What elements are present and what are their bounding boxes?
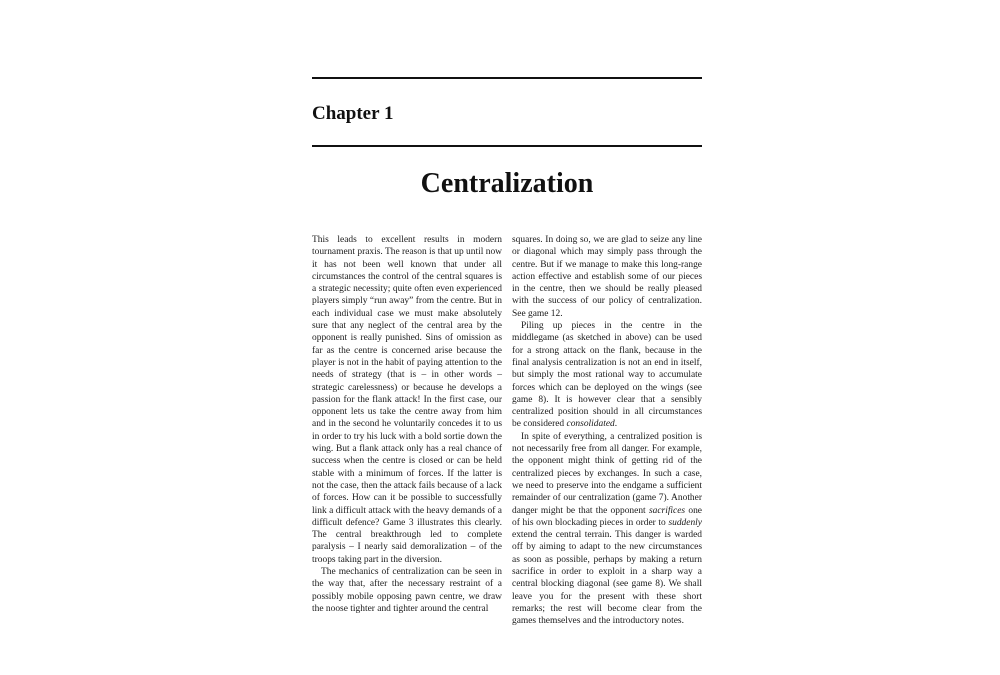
paragraph: The mechanics of centralization can be seen in the way that, after the necessary restraint of a possibly mobile opposing pawn centre, we draw the noose tighter and tighter around the central: [312, 567, 502, 614]
paragraph-text: Piling up pieces in the centre in the middlegame (as sketched in above) can be used for a strong attack on the flank, because in the final analysis centralization is not an end in itself, but simply the most rational way to accumulate forces which can be deployed on the wings (see game 8). It is however clear that a sensibly centralized position should in all circumstances be considered: [512, 321, 702, 430]
emphasis-text: suddenly: [668, 517, 702, 528]
emphasis-text: consolidated: [566, 419, 615, 430]
paragraph: [512, 320, 702, 431]
bottom-rule: [312, 145, 702, 147]
paragraph-text: extend the central terrain. This danger is warded off by aiming to adapt to the new circumstances as soon as possible, perhaps by making a return sacrifice in order to exploit in a sharp way a central blocking diagonal (see game 8). We shall leave you for the present with these short remarks; the rest will become clear from the games themselves and the introductory notes.: [512, 530, 702, 627]
emphasis-text: sacrifices: [648, 505, 686, 516]
paragraph: This leads to excellent results in modern tournament praxis. The reason is that up until now it has not been well known that under all circumstances the control of the central squares is a strategic necessity; quite often even experienced players simply “run away” from the centre. But in each individual case we must make absolutely sure that any neglect of the central area by the opponent is really punished. Sins of omission as far as the centre is concerned arise because the player is not in the habit of paying attention to the needs of strategy (that is – in other words – strategic carelessness) or because he develops a passion for the flank attack! In the first case, our opponent lets us take the centre away from him and in the second he voluntarily concedes it to us in order to try his luck with a bold sortie down the wing. But a flank attack only has a real chance of success when the centre is closed or can be held stable with a minimum of forces. If the latter is not the case, then the attack fails because of a lack of forces. How can it be possible to successfully link a difficult attack with the heavy demands of a difficult defence? Game 3 illustrates this clearly. The central breakthrough led to complete paralysis – I nearly said demoralization – of the troops taking part in the diversion.: [312, 235, 502, 565]
paragraph-text: In spite of everything, a centralized position is not necessarily free from all danger. For example, the opponent might think of getting rid of the centralized pieces by exchanges. In such a case, we need to preserve into the endgame a sufficient remainder of our centralization (game 7). Another danger might be that the opponent: [512, 431, 702, 516]
paragraph-text: .: [614, 419, 618, 430]
left-column: [312, 234, 502, 615]
paragraph: [512, 431, 702, 628]
chapter-title: Centralization: [420, 168, 594, 199]
paragraph-text: one of his own blockading pieces in order to: [512, 505, 702, 528]
right-column: [512, 234, 702, 628]
top-rule: [312, 77, 702, 79]
paragraph: squares. In doing so, we are glad to seize any line or diagonal which may simply pass through the centre. But if we manage to make this long-range action effective and establish some of our pieces in the centre, then we should be really pleased with the success of our policy of centralization. See game 12.: [512, 235, 702, 319]
chapter-label: Chapter 1: [312, 103, 394, 124]
